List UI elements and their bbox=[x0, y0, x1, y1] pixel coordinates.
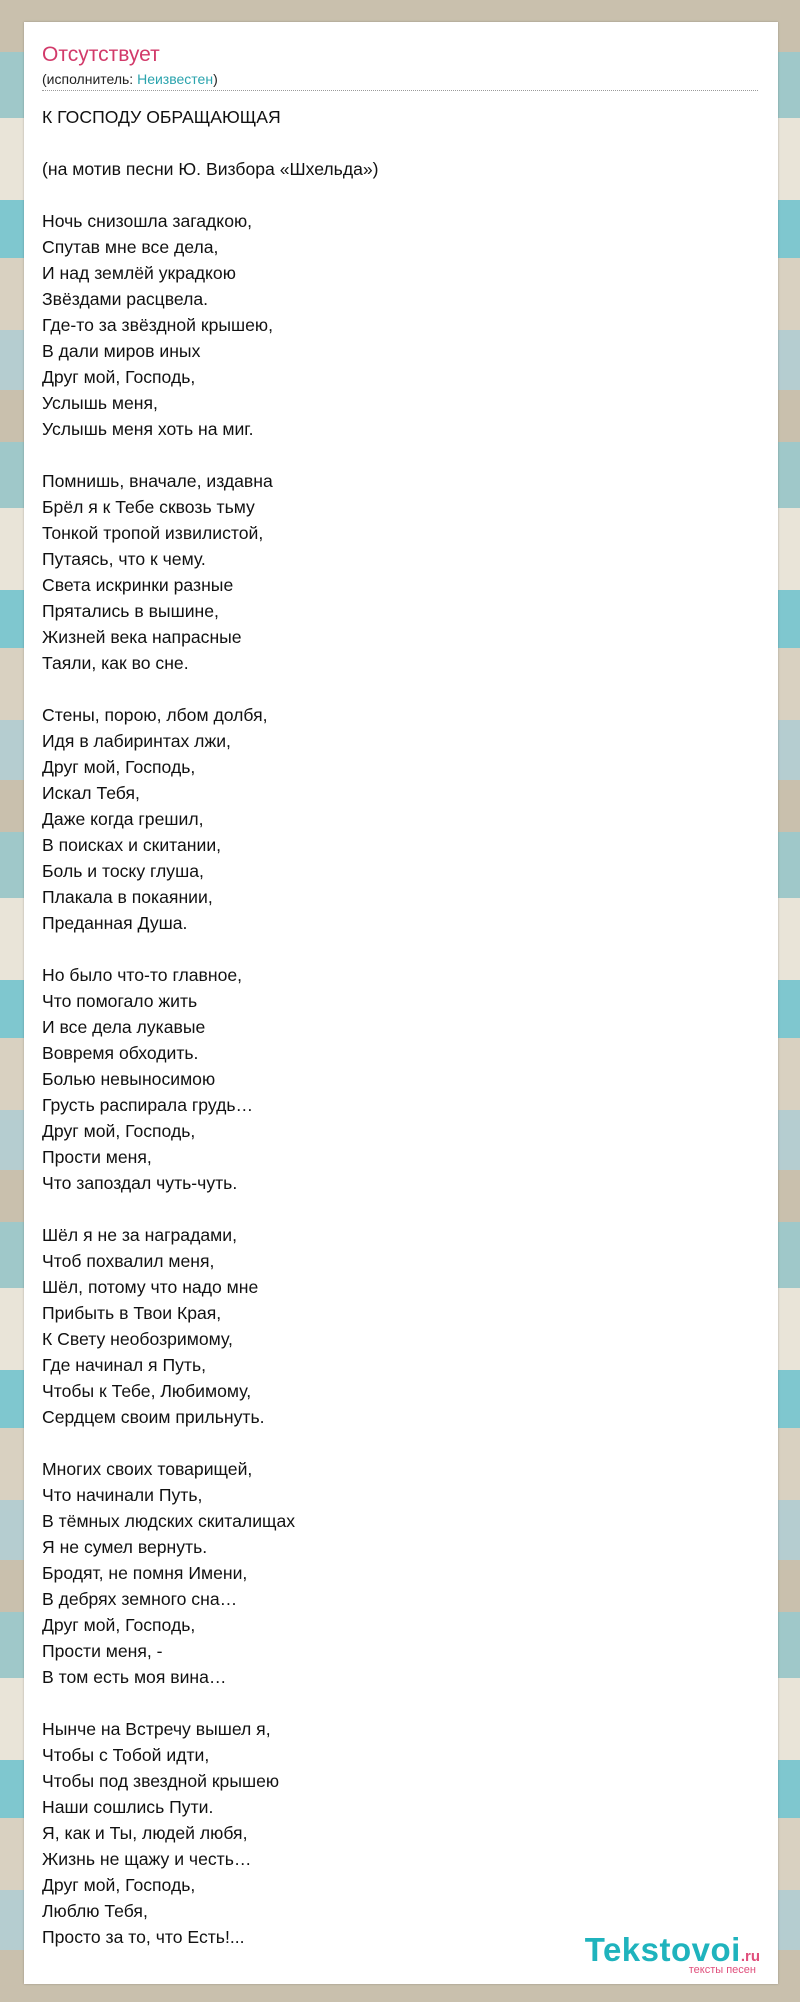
lyric-line: Тонкой тропой извилистой, bbox=[42, 523, 264, 543]
stanza-gap bbox=[42, 1690, 758, 1716]
lyrics-body bbox=[42, 104, 758, 1950]
lyric-line: Помнишь, вначале, издавна bbox=[42, 471, 273, 491]
lyric-line: Брёл я к Тебе сквозь тьму bbox=[42, 497, 255, 517]
lyric-line: Шёл я не за наградами, bbox=[42, 1225, 237, 1245]
lyric-line: Жизней века напрасные bbox=[42, 627, 242, 647]
song-header bbox=[42, 42, 758, 91]
lyrics-card bbox=[24, 22, 778, 1984]
artist-prefix: (исполнитель: bbox=[42, 71, 138, 87]
lyric-line: Света искринки разные bbox=[42, 575, 234, 595]
stanza-gap bbox=[42, 676, 758, 702]
lyric-line: Люблю Тебя, bbox=[42, 1901, 148, 1921]
stanza-gap bbox=[42, 1430, 758, 1456]
lyric-line: Бродят, не помня Имени, bbox=[42, 1563, 248, 1583]
lyric-line: В тёмных людских скиталищах bbox=[42, 1511, 296, 1531]
lyric-line: (на мотив песни Ю. Визбора «Шхельда») bbox=[42, 159, 379, 179]
lyric-line: Искал Тебя, bbox=[42, 783, 140, 803]
lyric-line: В поисках и скитании, bbox=[42, 835, 222, 855]
lyric-line: Друг мой, Господь, bbox=[42, 367, 196, 387]
lyric-line: Преданная Душа. bbox=[42, 913, 188, 933]
lyric-line: Друг мой, Господь, bbox=[42, 1875, 196, 1895]
lyric-line: Прости меня, - bbox=[42, 1641, 163, 1661]
lyric-line: Прости меня, bbox=[42, 1147, 152, 1167]
lyric-line: Жизнь не щажу и честь… bbox=[42, 1849, 252, 1869]
lyric-line: Друг мой, Господь, bbox=[42, 1121, 196, 1141]
artist-link[interactable]: Неизвестен bbox=[137, 71, 214, 87]
artist-suffix: ) bbox=[213, 71, 218, 87]
lyric-line: В дали миров иных bbox=[42, 341, 201, 361]
stanza-gap bbox=[42, 182, 758, 208]
lyrics-heading: К ГОСПОДУ ОБРАЩАЮЩАЯ bbox=[42, 107, 281, 127]
lyric-line: Что помогало жить bbox=[42, 991, 198, 1011]
lyric-line: Где-то за звёздной крышею, bbox=[42, 315, 274, 335]
lyric-line: Наши сошлись Пути. bbox=[42, 1797, 214, 1817]
lyric-line: В дебрях земного сна… bbox=[42, 1589, 238, 1609]
lyric-line: Прятались в вышине, bbox=[42, 601, 219, 621]
lyric-line: Где начинал я Путь, bbox=[42, 1355, 207, 1375]
lyric-line: Я не сумел вернуть. bbox=[42, 1537, 208, 1557]
lyric-line: Боль и тоску глуша, bbox=[42, 861, 204, 881]
lyric-line: Вовремя обходить. bbox=[42, 1043, 199, 1063]
lyric-line: Чтобы с Тобой идти, bbox=[42, 1745, 210, 1765]
lyric-line: Друг мой, Господь, bbox=[42, 757, 196, 777]
lyric-line: Грусть распирала грудь… bbox=[42, 1095, 254, 1115]
song-title: Отсутствует bbox=[42, 43, 160, 66]
lyric-line: Ночь снизошла загадкою, bbox=[42, 211, 253, 231]
lyric-line: Чтобы под звездной крышею bbox=[42, 1771, 280, 1791]
lyric-line: И над землёй украдкою bbox=[42, 263, 236, 283]
lyric-line: Звёздами расцвела. bbox=[42, 289, 209, 309]
lyric-line: В том есть моя вина… bbox=[42, 1667, 227, 1687]
lyric-line: Услышь меня, bbox=[42, 393, 158, 413]
stanza-gap bbox=[42, 442, 758, 468]
lyric-line: Чтоб похвалил меня, bbox=[42, 1251, 215, 1271]
logo-tagline: тексты песен bbox=[688, 1964, 756, 1976]
lyric-line: Таяли, как во сне. bbox=[42, 653, 189, 673]
lyric-line: Что запоздал чуть-чуть. bbox=[42, 1173, 238, 1193]
lyric-line: Но было что-то главное, bbox=[42, 965, 243, 985]
logo-domain: .ru bbox=[740, 1948, 760, 1965]
lyric-line: Чтобы к Тебе, Любимому, bbox=[42, 1381, 252, 1401]
lyric-line: Шёл, потому что надо мне bbox=[42, 1277, 259, 1297]
lyric-line: Просто за то, что Есть!... bbox=[42, 1927, 245, 1947]
stanza-gap bbox=[42, 936, 758, 962]
lyric-line: Стены, порою, лбом долбя, bbox=[42, 705, 268, 725]
stanza-gap bbox=[42, 130, 758, 156]
lyric-line: Спутав мне все дела, bbox=[42, 237, 219, 257]
lyric-line: Плакала в покаянии, bbox=[42, 887, 213, 907]
stanza-gap bbox=[42, 1196, 758, 1222]
logo-wordmark: Tekstovoi bbox=[584, 1931, 741, 1968]
lyric-line: Друг мой, Господь, bbox=[42, 1615, 196, 1635]
lyric-line: Что начинали Путь, bbox=[42, 1485, 203, 1505]
lyric-line: Идя в лабиринтах лжи, bbox=[42, 731, 231, 751]
lyric-line: Прибыть в Твои Края, bbox=[42, 1303, 222, 1323]
lyric-line: Болью невыносимою bbox=[42, 1069, 216, 1089]
lyric-line: Сердцем своим прильнуть. bbox=[42, 1407, 265, 1427]
lyric-line: Услышь меня хоть на миг. bbox=[42, 419, 254, 439]
lyric-line: Нынче на Встречу вышел я, bbox=[42, 1719, 271, 1739]
lyric-line: Путаясь, что к чему. bbox=[42, 549, 206, 569]
lyric-line: Многих своих товарищей, bbox=[42, 1459, 253, 1479]
lyric-line: К Свету необозримому, bbox=[42, 1329, 233, 1349]
lyric-line: Я, как и Ты, людей любя, bbox=[42, 1823, 248, 1843]
lyric-line: И все дела лукавые bbox=[42, 1017, 206, 1037]
artist-line bbox=[42, 70, 758, 91]
site-logo[interactable] bbox=[585, 1933, 760, 1976]
lyric-line: Даже когда грешил, bbox=[42, 809, 204, 829]
